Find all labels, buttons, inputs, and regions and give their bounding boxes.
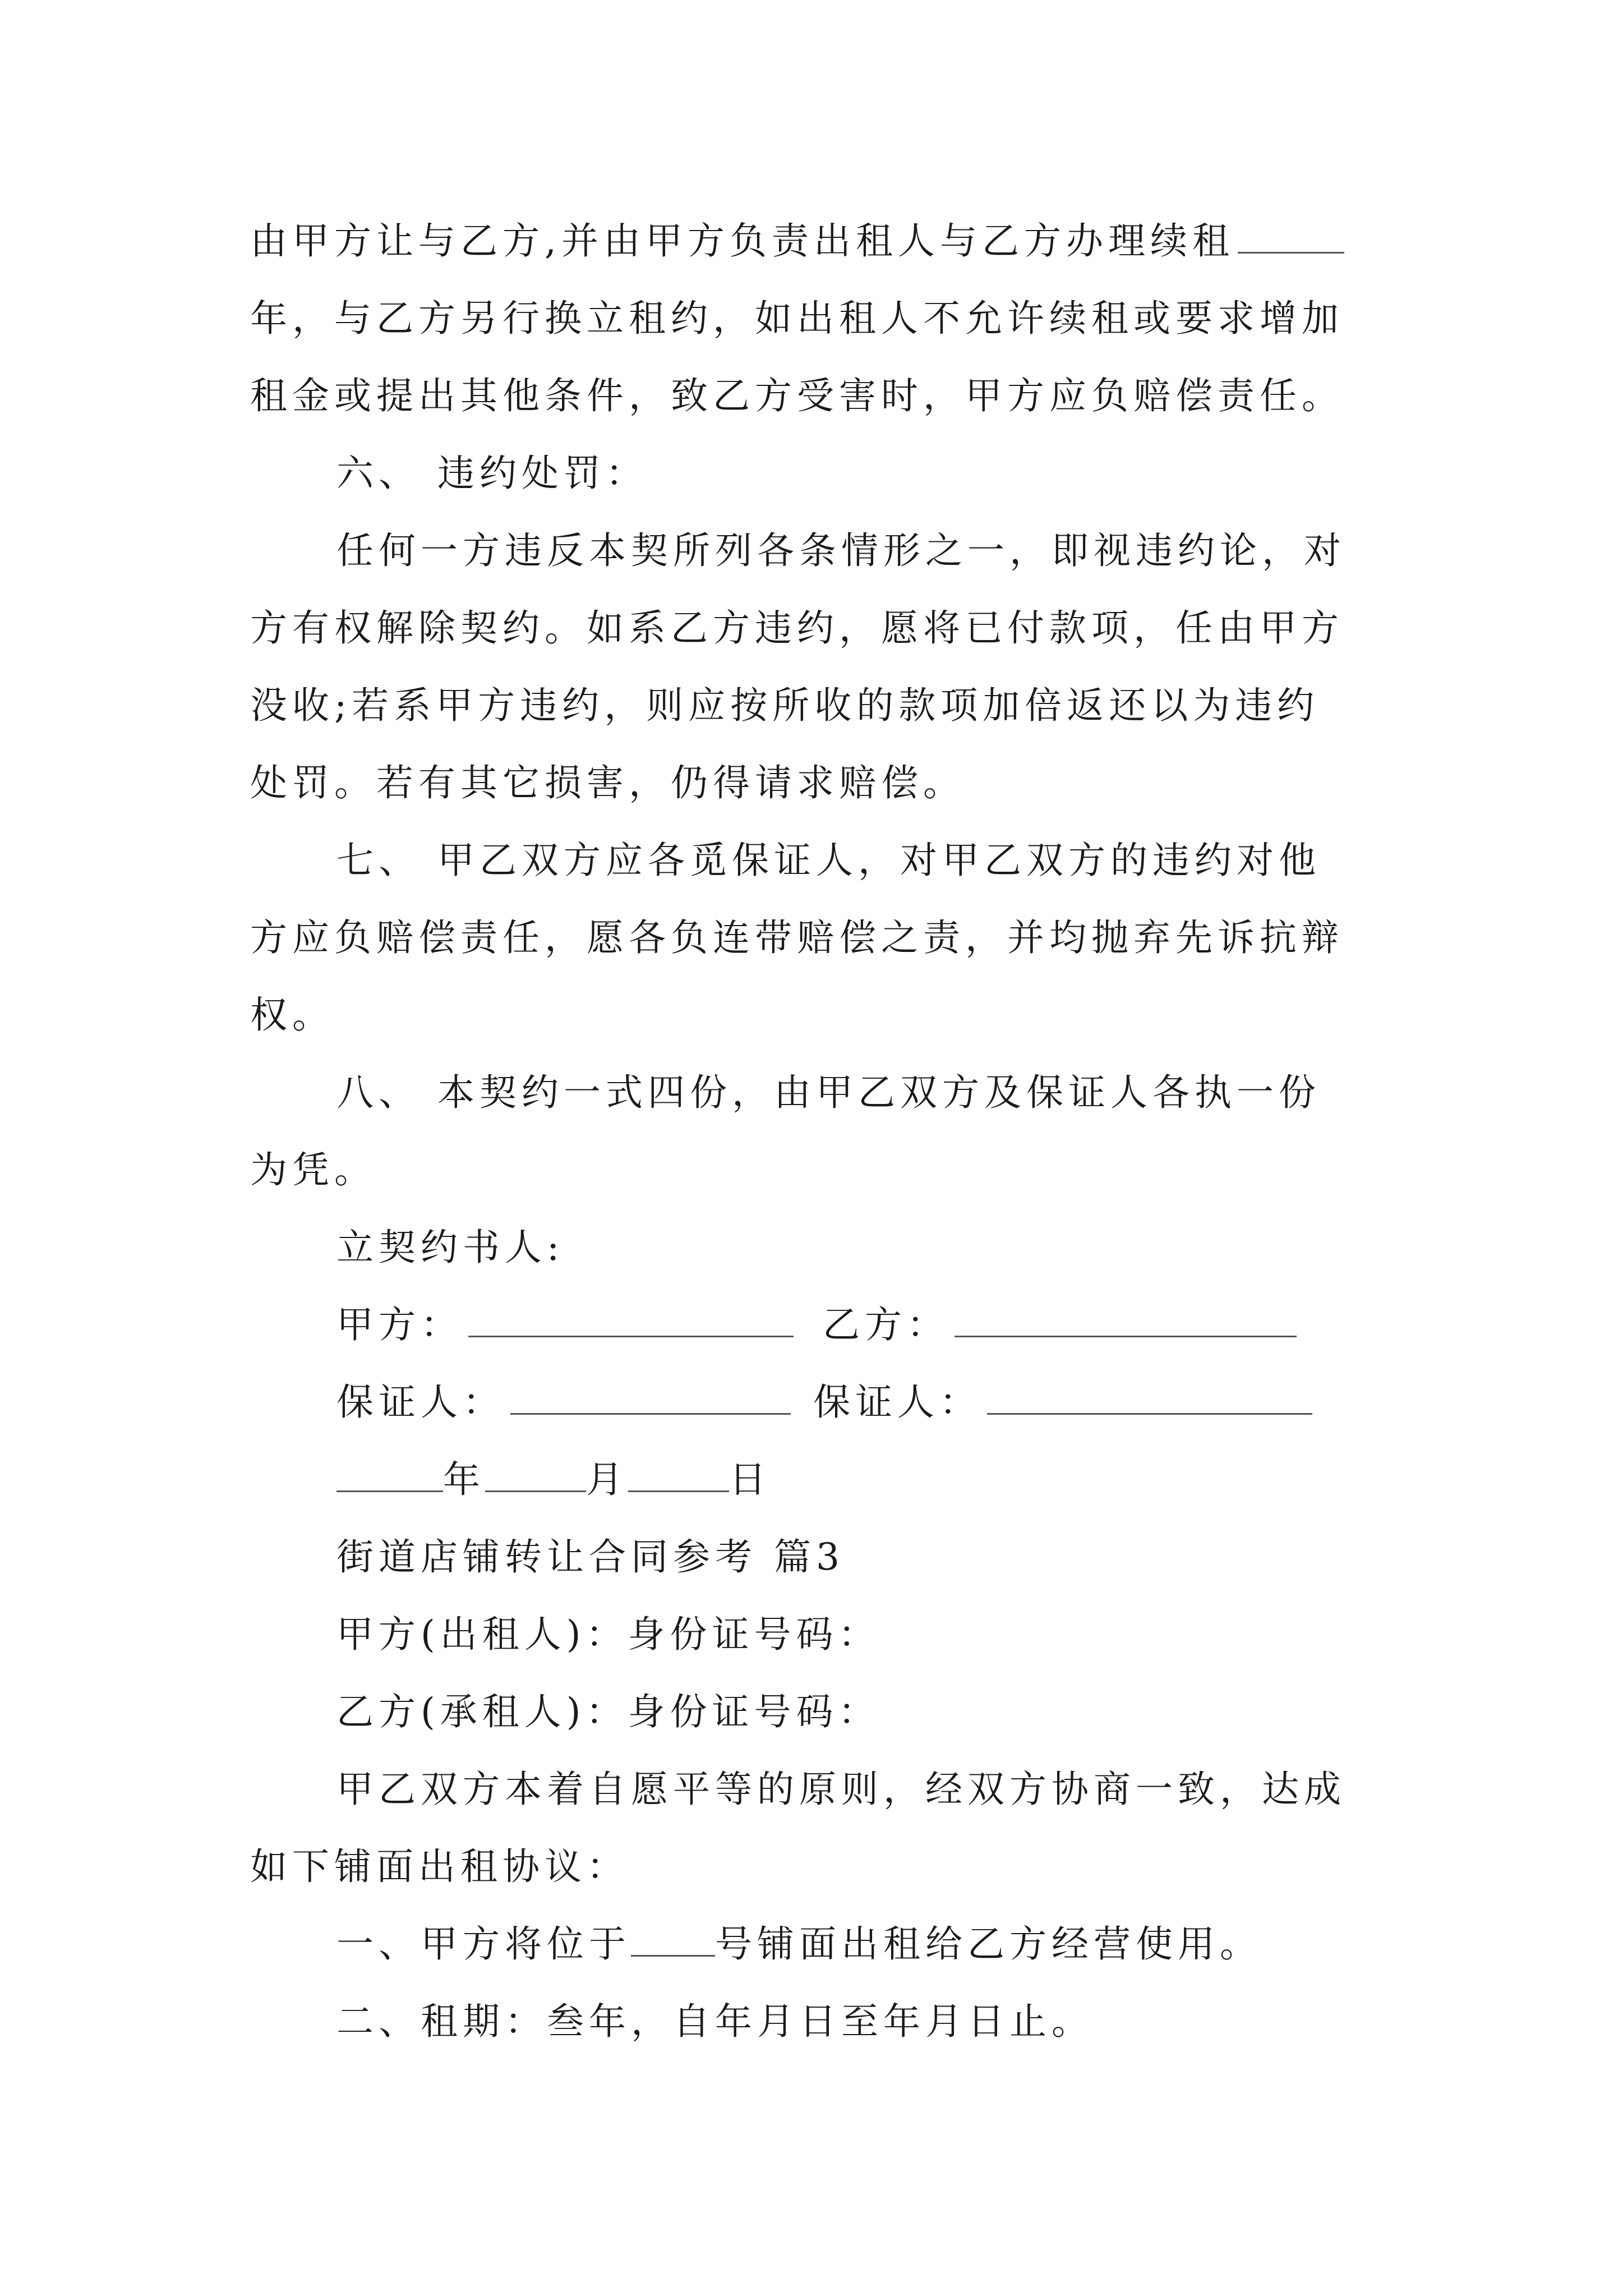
clause-1-text-pre: 一、甲方将位于	[336, 1922, 631, 1966]
paragraph-line: 七、 甲乙双方应各觅保证人，对甲乙双方的违约对他	[336, 839, 1321, 882]
paragraph-line: 处罚。若有其它损害，仍得请求赔偿。	[250, 761, 965, 804]
paragraph-line: 八、 本契约一式四份，由甲乙双方及保证人各执一份	[336, 1071, 1321, 1114]
paragraph-line	[250, 213, 1344, 269]
paragraph-line: 方应负赔偿责任，愿各负连带赔偿之责，并均抛弃先诉抗辩	[250, 916, 1344, 959]
month-label: 月	[586, 1458, 628, 1501]
paragraph-line: 任何一方违反本契所列各条情形之一，即视违约论，对	[336, 529, 1346, 572]
paragraph-line: 年，与乙方另行换立租约，如出租人不允许续租或要求增加	[250, 297, 1344, 340]
paragraph-line: 方有权解除契约。如系乙方违约，愿将已付款项，任由甲方	[250, 606, 1344, 650]
party-signature-row	[336, 1297, 1297, 1353]
clause-2: 二、租期：叁年，自年月日至年月日止。	[336, 2000, 1094, 2043]
guarantor-1-signature-blank	[510, 1379, 791, 1415]
article-title: 街道店铺转让合同参考 篇3	[336, 1535, 845, 1579]
paragraph-line: 权。	[250, 993, 334, 1037]
paragraph-line: 如下铺面出租协议：	[250, 1845, 629, 1888]
paragraph-line: 租金或提出其他条件，致乙方受害时，甲方应负赔偿责任。	[250, 374, 1344, 417]
date-row	[336, 1452, 771, 1508]
fill-in-blank	[1238, 218, 1344, 254]
signers-label: 立契约书人:	[336, 1226, 565, 1269]
paragraph-line: 甲乙双方本着自愿平等的原则，经双方协商一致，达成	[336, 1768, 1346, 1811]
clause-1	[336, 1916, 1262, 1972]
clause-1-text-post: 号铺面出租给乙方经营使用。	[715, 1922, 1262, 1966]
guarantor-1-label: 保证人：	[336, 1381, 505, 1424]
lessor-line: 甲方(出租人)：身份证号码：	[336, 1613, 880, 1656]
paragraph-line: 为凭。	[250, 1148, 376, 1191]
text: 由甲方让与乙方,并由甲方负责出租人与乙方办理续租	[250, 219, 1234, 263]
year-label: 年	[443, 1458, 485, 1501]
guarantor-2-signature-blank	[987, 1379, 1312, 1415]
year-blank	[336, 1457, 443, 1492]
party-a-signature-blank	[468, 1302, 794, 1337]
guarantor-signature-row	[336, 1374, 1312, 1430]
day-blank	[628, 1457, 729, 1492]
lessee-line: 乙方(承租人)：身份证号码：	[336, 1690, 880, 1733]
day-label: 日	[729, 1458, 771, 1501]
party-b-label: 乙方：	[823, 1303, 949, 1346]
guarantor-2-label: 保证人：	[813, 1381, 981, 1424]
party-b-signature-blank	[955, 1302, 1297, 1337]
shop-number-blank	[631, 1921, 715, 1957]
section-heading: 六、 违约处罚：	[336, 452, 648, 495]
party-a-label: 甲方：	[336, 1303, 463, 1346]
paragraph-line: 没收;若系甲方违约，则应按所收的款项加倍返还以为违约	[250, 684, 1320, 727]
month-blank	[485, 1457, 586, 1492]
